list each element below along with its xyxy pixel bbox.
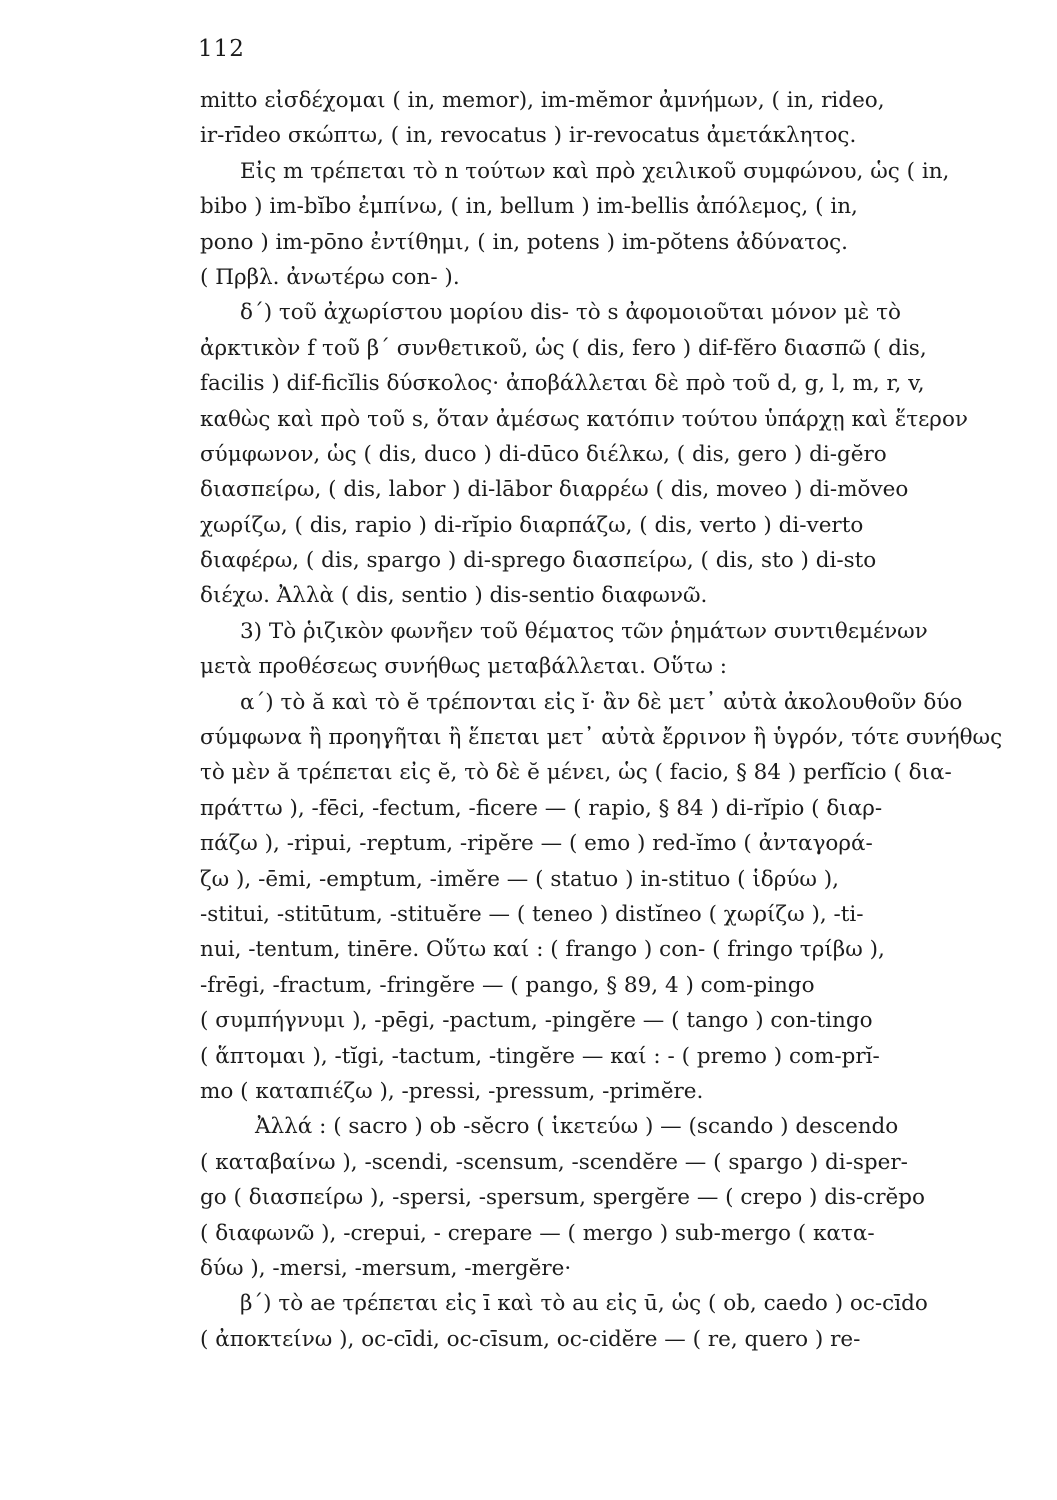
text-line: σύμφωνα ἢ προηγῆται ἢ ἕπεται μετ᾽ αὐτὰ ἔρρινον ἢ ὑγρόν, τότε συνήθως: [200, 725, 1003, 751]
text-line: ζω ), -ēmi, -emptum, -imĕre — ( statuo ) in-stituo ( ἱδρύω ),: [200, 866, 839, 892]
text-line: δ΄) τοῦ ἀχωρίστου μορίου dis- τὸ s ἀφομοιοῦται μόνον μὲ τὸ: [240, 300, 901, 326]
text-line: -frēgi, -fractum, -fringĕre — ( pango, § 89, 4 ) com-pingo: [200, 972, 815, 998]
text-line: ( συμπήγνυμι ), -pēgi, -pactum, -pingĕre — ( tango ) con-tingo: [200, 1008, 873, 1034]
text-line: μετὰ προθέσεως συνήθως μεταβάλλεται. Οὕτω :: [200, 654, 728, 680]
text-line: Εἰς m τρέπεται τὸ n τούτων καὶ πρὸ χειλικοῦ συμφώνου, ὡς ( in,: [240, 158, 950, 184]
text-line: mitto εἰσδέχομαι ( in, memor), im-mĕmor ἀμνήμων, ( in, rideo,: [200, 88, 885, 113]
text-line: δύω ), -mersi, -mersum, -mergĕre·: [200, 1255, 572, 1281]
text-line: Ἀλλά : ( sacro ) ob -sĕcro ( ἱκετεύω ) — (scando ) descendo: [255, 1114, 899, 1140]
text-line: ἀρκτικὸν f τοῦ β΄ συνθετικοῦ, ὡς ( dis, fero ) dif-fĕro διασπῶ ( dis,: [200, 335, 927, 361]
body-text: [200, 83, 1048, 1357]
text-line: τὸ μὲν ă τρέπεται εἰς ĕ, τὸ δὲ ĕ μένει, ὡς ( facio, § 84 ) perfĭcio ( δια-: [200, 760, 952, 786]
text-line: ( ἀποκτείνω ), oc-cīdi, oc-cīsum, oc-cidĕre — ( re, quero ) re-: [200, 1326, 861, 1352]
text-line: go ( διασπείρω ), -spersi, -spersum, spergĕre — ( crepo ) dis-crĕpo: [200, 1185, 925, 1211]
text-line: mo ( καταπιέζω ), -pressi, -pressum, -primĕre.: [200, 1078, 704, 1104]
text-line: ( Πρβλ. ἀνωτέρω con- ).: [200, 264, 460, 290]
page-number: 112: [198, 36, 245, 62]
text-line: 3) Τὸ ῥιζικὸν φωνῆεν τοῦ θέματος τῶν ῥημάτων συντιθεμένων: [240, 618, 928, 644]
text-line: β΄) τὸ ae τρέπεται εἰς ī καὶ τὸ au εἰς ū, ὡς ( ob, caedo ) oc-cīdo: [240, 1291, 928, 1317]
text-line: διαφέρω, ( dis, spargo ) di-sprego διασπείρω, ( dis, sto ) di-sto: [200, 548, 877, 574]
text-line: pono ) im-pōno ἐντίθημι, ( in, potens ) im-pŏtens ἀδύνατος.: [200, 229, 849, 255]
text-line: διέχω. Ἀλλὰ ( dis, sentio ) dis-sentio διαφωνῶ.: [200, 583, 708, 609]
text-line: nui, -tentum, tinēre. Οὕτω καί : ( frango ) con- ( fringo τρίβω ),: [200, 937, 885, 963]
text-line: ir-rīdeo σκώπτω, ( in, revocatus ) ir-revocatus ἀμετάκλητος.: [200, 123, 857, 149]
text-line: ( ἅπτομαι ), -tĭgi, -tactum, -tingĕre — καί : - ( premo ) com-prĭ-: [200, 1043, 880, 1069]
text-line: -stitui, -stitūtum, -stituĕre — ( teneo ) distĭneo ( χωρίζω ), -ti-: [200, 901, 864, 927]
text-line: χωρίζω, ( dis, rapio ) di-rĭpio διαρπάζω, ( dis, verto ) di-verto: [200, 512, 864, 538]
text-line: πάζω ), -ripui, -reptum, -ripĕre — ( emo ) red-ĭmo ( ἀνταγορά-: [200, 831, 873, 857]
text-line: σύμφωνον, ὡς ( dis, duco ) di-dūco διέλκω, ( dis, gero ) di-gĕro: [200, 441, 887, 467]
text-line: bibo ) im-bĭbo ἐμπίνω, ( in, bellum ) im-bellis ἀπόλεμος, ( in,: [200, 194, 858, 220]
text-line: facilis ) dif-ficĭlis δύσκολος· ἀποβάλλεται δὲ πρὸ τοῦ d, g, l, m, r, v,: [200, 371, 925, 397]
text-line: πράττω ), -fēci, -fectum, -ficere — ( rapio, § 84 ) di-rĭpio ( διαρ-: [200, 795, 883, 821]
text-line: καθὼς καὶ πρὸ τοῦ s, ὅταν ἀμέσως κατόπιν τούτου ὑπάρχῃ καὶ ἕτερον: [200, 406, 968, 432]
text-line: ( καταβαίνω ), -scendi, -scensum, -scendĕre — ( spargo ) di-sper-: [200, 1149, 908, 1175]
text-line: ( διαφωνῶ ), -crepui, - crepare — ( mergo ) sub-mergo ( κατα-: [200, 1220, 875, 1246]
text-line: α΄) τὸ ă καὶ τὸ ĕ τρέπονται εἰς ĭ· ἂν δὲ μετ᾽ αὐτὰ ἀκολουθοῦν δύο: [240, 689, 963, 715]
text-line: διασπείρω, ( dis, labor ) di-lābor διαρρέω ( dis, moveo ) di-mŏveo: [200, 477, 909, 503]
